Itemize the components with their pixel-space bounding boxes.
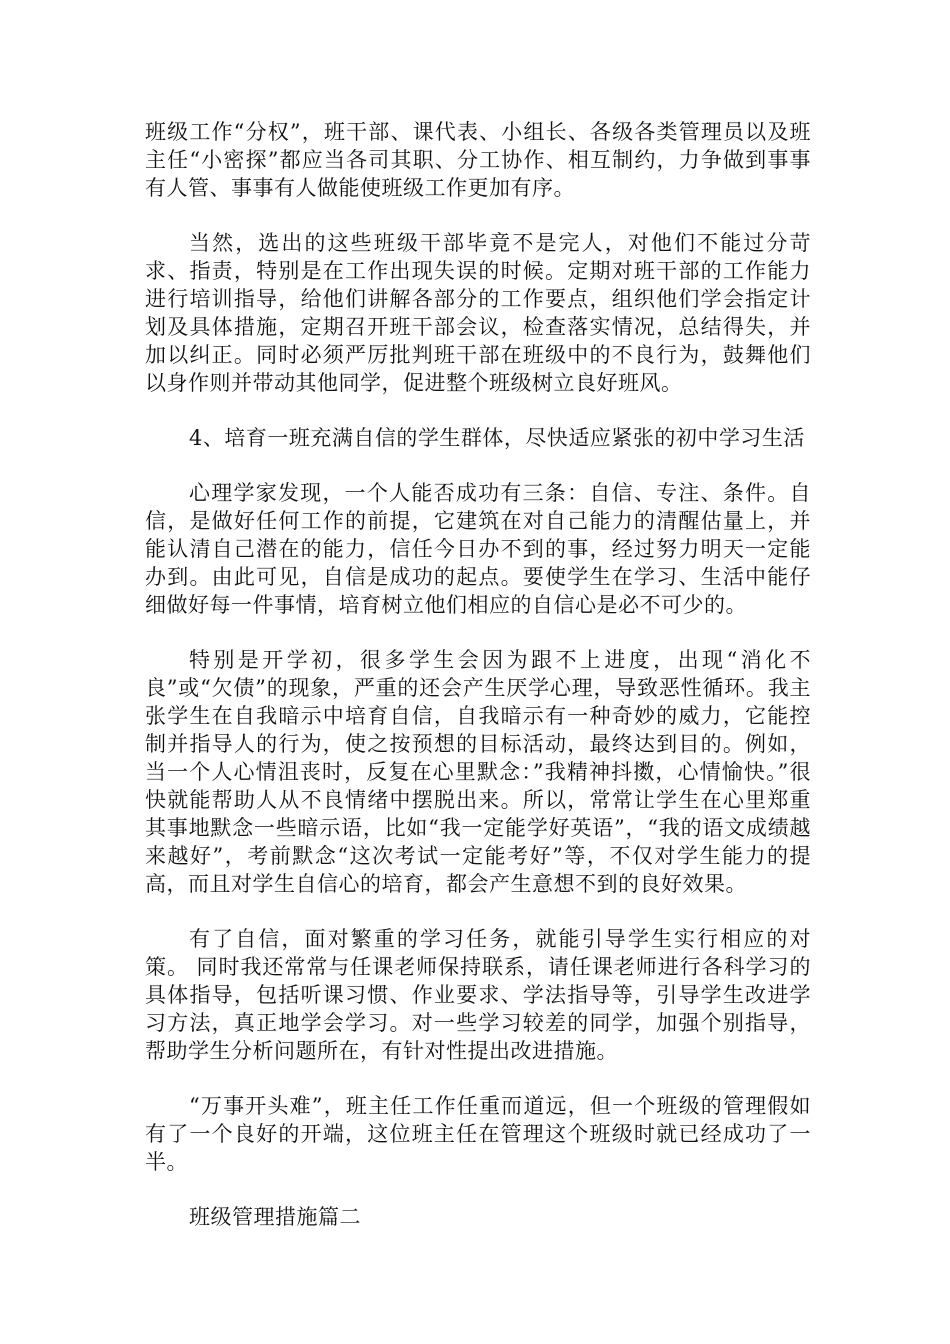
paragraph-good-start: “万事开头难”，班主任工作任重而道远，但一个班级的管理假如有了一个良好的开端，这位班主任在管理这个班级时就已经成功了一半。 [145, 1094, 811, 1174]
section-heading-confidence: 4、培育一班充满自信的学生群体，尽快适应紧张的初中学习生活 [189, 426, 805, 450]
paragraph-cadre-training: 当然，选出的这些班级干部毕竟不是完人，对他们不能过分苛求、指责，特别是在工作出现失误的时候。定期对班干部的工作能力进行培训指导，给他们讲解各部分的工作要点，组织他们学会指定计划及具体措施，定期召开班干部会议，检查落实情况，总结得失，并加以纠正。同时必须严厉批判班干部在班级中的不良行为，鼓舞他们以身作则并带动其他同学，促进整个班级树立良好班风。 [145, 231, 811, 395]
paragraph-study-guidance: 有了自信，面对繁重的学习任务，就能引导学生实行相应的对策。 同时我还常常与任课老师保持联系，请任课老师进行各科学习的具体指导，包括听课习惯、作业要求、学法指导等，引导学生改进学习方法，真正地学会学习。对一些学习较差的同学，加强个别指导，帮助学生分析问题所在，有针对性提出改进措施。 [145, 927, 811, 1063]
document-body [145, 118, 811, 1258]
paragraph-self-suggestion: 特别是开学初，很多学生会因为跟不上进度，出现“消化不良”或“欠债”的现象，严重的还会产生厌学心理，导致恶性循环。我主张学生在自我暗示中培育自信，自我暗示有一种奇妙的威力，它能控制并指导人的行为，使之按预想的目标活动，最终达到目的。例如，当一个人心情沮丧时，反复在心里默念：”我精神抖擞，心情愉快。”很快就能帮助人从不良情绪中摆脱出来。所以，常常让学生在心里郑重其事地默念一些暗示语，比如“我一定能学好英语”，“我的语文成绩越来越好”，考前默念“这次考试一定能考好”等，不仅对学生能力的提高，而且对学生自信心的培育，都会产生意想不到的良好效果。 [145, 648, 811, 896]
paragraph-psychology-confidence: 心理学家发现，一个人能否成功有三条：自信、专注、条件。自信，是做好任何工作的前提，它建筑在对自己能力的清醒估量上，并能认清自己潜在的能力，信任今日办不到的事，经过努力明天一定能办到。由此可见，自信是成功的起点。要使学生在学习、生活中能仔细做好每一件事情，培育树立他们相应的自信心是必不可少的。 [145, 481, 811, 617]
section-heading-part-two: 班级管理措施篇二 [189, 1205, 361, 1229]
paragraph-class-work-division: 班级工作“分权”，班干部、课代表、小组长、各级各类管理员以及班主任“小密探”都应当各司其职、分工协作、相互制约，力争做到事事有人管、事事有人做能使班级工作更加有序。 [145, 120, 811, 200]
